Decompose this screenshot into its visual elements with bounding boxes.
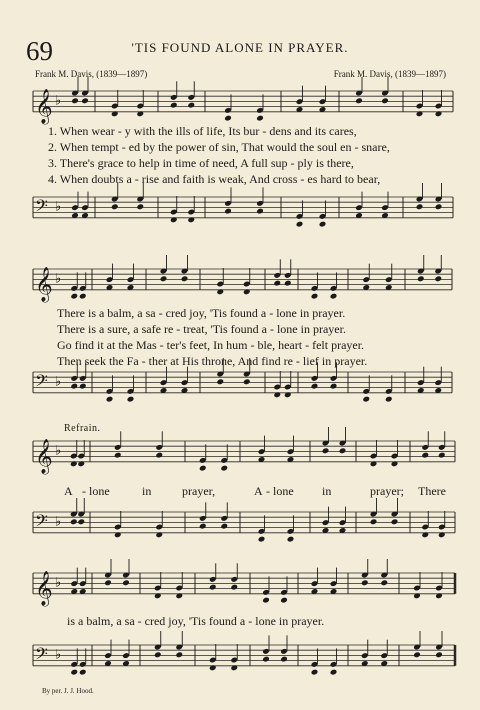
note-head xyxy=(435,203,443,210)
note-head xyxy=(256,208,264,215)
note-head xyxy=(160,275,168,282)
treble-clef-icon: 𝄞 xyxy=(35,266,53,302)
verse-2-line-2: There is a sure, a safe re - treat, 'Tis found a - lone in prayer. xyxy=(57,322,346,336)
note-head xyxy=(311,383,319,390)
note-head xyxy=(106,396,114,403)
verse-4-line-1: 4. When doubts a - rise and faith is weak, And cross - es hard to bear, xyxy=(48,172,381,186)
note-head xyxy=(256,115,264,122)
verse-4-line-2: Then seek the Fa - ther at His throne, And find re - lief in prayer. xyxy=(57,354,368,368)
refrain-word: prayer; xyxy=(370,484,404,498)
flat-icon: ♭ xyxy=(55,374,62,390)
flat-icon: ♭ xyxy=(55,647,62,663)
words-credit: Frank M. Davis, (1839—1897) xyxy=(35,69,148,79)
note-head xyxy=(71,97,79,104)
flat-icon: ♭ xyxy=(55,199,62,215)
note-head xyxy=(362,396,370,403)
note-head xyxy=(434,275,442,282)
note-head xyxy=(81,97,89,104)
bass-clef-icon: 𝄢 xyxy=(35,370,48,395)
hymn-title: 'TIS FOUND ALONE IN PRAYER. xyxy=(131,40,349,55)
note-head xyxy=(104,579,112,586)
flat-icon: ♭ xyxy=(55,271,62,287)
note-head xyxy=(136,203,144,210)
flat-icon: ♭ xyxy=(55,575,62,591)
flat-icon: ♭ xyxy=(55,514,62,530)
note-head xyxy=(155,452,163,459)
note-head xyxy=(380,579,388,586)
refrain-word: A xyxy=(254,484,263,498)
note-head xyxy=(224,115,232,122)
note-head xyxy=(421,452,429,459)
note-head xyxy=(262,597,270,604)
verse-2-line-1: 2. When tempt - ed by the power of sin, That would the soul en - snare, xyxy=(48,140,390,154)
note-head xyxy=(258,536,266,543)
note-head xyxy=(280,597,288,604)
note-head xyxy=(209,584,217,591)
treble-clef-icon: 𝄞 xyxy=(35,438,53,474)
note-head xyxy=(224,208,232,215)
note-head xyxy=(322,447,330,454)
note-head xyxy=(361,579,369,586)
note-head xyxy=(170,102,178,109)
note-head xyxy=(319,221,327,228)
refrain-label: Refrain. xyxy=(64,423,101,434)
note-head xyxy=(79,669,87,676)
note-head xyxy=(284,280,292,287)
verse-3-line-2: Go find it at the Mas - ter's feet, In hum - ble, heart - felt prayer. xyxy=(57,338,365,352)
note-head xyxy=(127,396,135,403)
note-head xyxy=(181,275,189,282)
bass-clef-icon: 𝄢 xyxy=(35,643,48,668)
refrain-word: - lone xyxy=(266,484,294,498)
treble-clef-icon: 𝄞 xyxy=(35,88,53,124)
verse-3-line-1: 3. There's grace to help in time of need, A full sup - ply is there, xyxy=(48,156,354,170)
note-head xyxy=(230,584,238,591)
note-head xyxy=(70,518,78,525)
flat-icon: ♭ xyxy=(55,443,62,459)
note-head xyxy=(154,651,162,658)
note-head xyxy=(243,378,251,385)
note-head xyxy=(199,523,207,530)
note-head xyxy=(79,293,87,300)
note-head xyxy=(417,275,425,282)
note-head xyxy=(311,669,319,676)
refrain-word: in xyxy=(322,484,332,498)
note-head xyxy=(122,579,130,586)
note-head xyxy=(220,523,228,530)
note-head xyxy=(330,383,338,390)
note-head xyxy=(391,518,399,525)
note-head xyxy=(187,102,195,109)
refrain-word: prayer, xyxy=(182,484,216,498)
note-head xyxy=(111,203,119,210)
note-head xyxy=(70,383,78,390)
note-head xyxy=(296,221,304,228)
note-head xyxy=(70,669,78,676)
note-head xyxy=(70,293,78,300)
note-head xyxy=(435,651,443,658)
note-head xyxy=(262,656,270,663)
note-head xyxy=(273,280,281,287)
verse-1-line-2: There is a balm, a sa - cred joy, 'Tis found a - lone in prayer. xyxy=(57,306,346,320)
flat-icon: ♭ xyxy=(55,93,62,109)
note-head xyxy=(413,651,421,658)
note-head xyxy=(381,97,389,104)
note-head xyxy=(287,536,295,543)
refrain-word: - lone xyxy=(82,484,110,498)
note-head xyxy=(216,378,224,385)
bass-clef-icon: 𝄢 xyxy=(35,195,48,220)
note-head xyxy=(330,669,338,676)
note-head xyxy=(199,465,207,472)
verse-1-line-1: 1. When wear - y with the ills of life, Its bur - dens and its cares, xyxy=(48,124,357,138)
refrain-word: A xyxy=(64,484,73,498)
final-line-lyrics: is a balm, a sa - cred joy, 'Tis found a - lone in prayer. xyxy=(67,614,325,628)
note-head xyxy=(220,465,228,472)
music-credit: Frank M. Davis, (1839—1897) xyxy=(333,69,446,79)
note-head xyxy=(355,97,363,104)
hymn-number: 69 xyxy=(26,36,53,66)
note-head xyxy=(339,447,347,454)
note-head xyxy=(77,518,85,525)
note-head xyxy=(175,651,183,658)
footer-credit: By per. J. J. Hood. xyxy=(42,687,94,695)
bass-clef-icon: 𝄢 xyxy=(35,510,48,535)
treble-clef-icon: 𝄞 xyxy=(35,570,53,606)
note-head xyxy=(280,656,288,663)
refrain-word: in xyxy=(142,484,152,498)
note-head xyxy=(330,293,338,300)
note-head xyxy=(416,203,424,210)
note-head xyxy=(114,452,122,459)
note-head xyxy=(311,293,319,300)
note-head xyxy=(385,396,393,403)
refrain-word: There xyxy=(418,484,446,498)
note-head xyxy=(438,452,446,459)
note-head xyxy=(370,518,378,525)
note-head xyxy=(79,383,87,390)
